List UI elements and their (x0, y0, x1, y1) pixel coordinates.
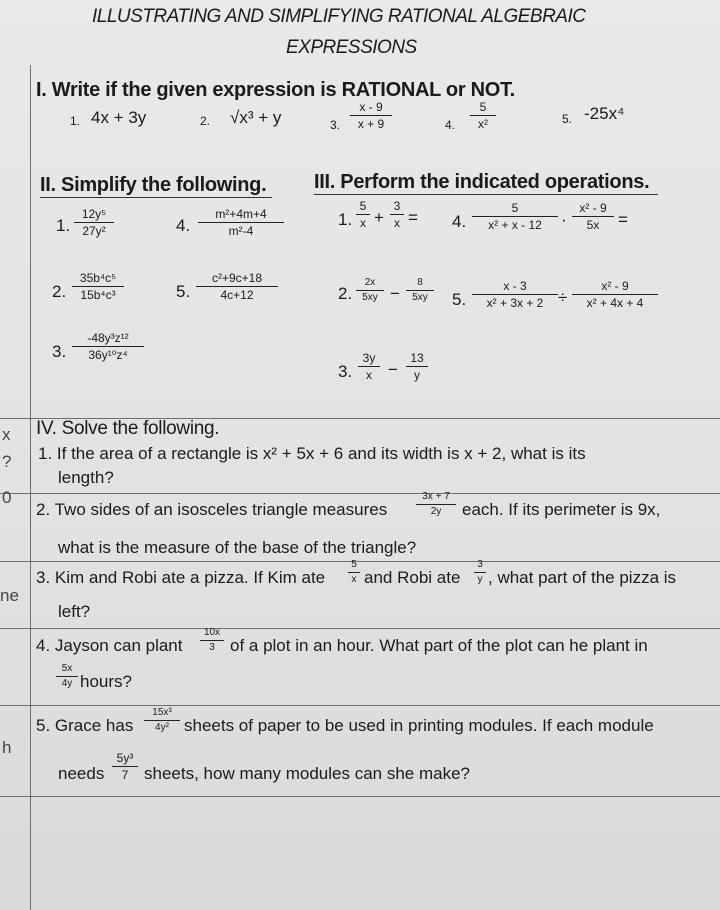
fraction (196, 272, 278, 301)
question-5-cont: sheets of paper to be used in printing modules. If each module (184, 716, 654, 735)
numerator: x² - 9 (579, 201, 607, 215)
fraction-bar (144, 720, 180, 721)
fraction (198, 208, 284, 237)
numerator: -48y³z¹² (87, 331, 129, 345)
question-5: 5. Grace has (36, 716, 134, 735)
fraction-bar (406, 366, 428, 367)
row-divider (0, 796, 720, 797)
numerator: 5x (61, 663, 73, 674)
fraction (56, 664, 78, 689)
numerator: 3y (362, 351, 376, 365)
item-number: 2. (200, 114, 211, 128)
numerator: 35b⁴c⁵ (79, 271, 117, 285)
denominator: 3 (209, 642, 215, 654)
fraction-bar (198, 222, 284, 223)
denominator: 5xy (412, 292, 428, 304)
denominator: x² + x - 12 (488, 218, 542, 233)
fraction-bar (196, 286, 278, 287)
denominator: x (366, 368, 372, 383)
expression: √x³ + y (230, 108, 282, 127)
fraction (112, 752, 138, 781)
fraction (474, 560, 486, 585)
operator: − (390, 284, 400, 303)
numerator: 13 (410, 351, 424, 365)
question-4-cont: of a plot in an hour. What part of the plot can he plant in (230, 636, 648, 655)
numerator: 3 (393, 199, 401, 213)
fraction-bar (470, 115, 496, 116)
denominator: 36y¹⁰z⁴ (88, 348, 128, 363)
page-title: ILLUSTRATING AND SIMPLIFYING RATIONAL ALGEBRAIC (92, 6, 586, 27)
fraction (72, 272, 124, 301)
item-number: 1. (56, 216, 71, 235)
row-divider (0, 628, 720, 629)
fraction (356, 278, 384, 303)
header-underline (40, 197, 272, 198)
denominator: m²-4 (228, 224, 254, 239)
fraction (572, 280, 658, 309)
fraction (74, 208, 114, 237)
numerator: 5y³ (116, 751, 134, 765)
question-3-cont2: , what part of the pizza is (488, 568, 677, 587)
item-number: 5. (452, 290, 467, 309)
numerator: x² - 9 (601, 279, 629, 293)
fraction (356, 200, 370, 229)
margin-char: ? (2, 452, 12, 471)
fraction-bar (72, 346, 144, 347)
left-border (30, 65, 31, 910)
fraction (406, 278, 434, 303)
numerator: 5 (479, 100, 487, 114)
fraction-bar (406, 290, 434, 291)
section3-header: III. Perform the indicated operations. (314, 171, 650, 193)
fraction-bar (356, 290, 384, 291)
operator: + (374, 208, 384, 227)
numerator: 12y⁵ (81, 207, 107, 221)
fraction (72, 332, 144, 361)
fraction-bar (474, 572, 486, 573)
question-2-line2: what is the measure of the base of the triangle? (58, 538, 417, 557)
expression: 4x + 3y (91, 108, 147, 127)
item-number: 5. (562, 112, 573, 126)
item-number: 2. (338, 284, 353, 303)
denominator: 2y (430, 506, 442, 518)
fraction-bar (472, 294, 558, 295)
header-underline (314, 194, 658, 195)
numerator: 5 (511, 201, 519, 215)
question-4-line2: hours? (80, 672, 132, 691)
denominator: 15b⁴c³ (80, 288, 116, 303)
expression: -25x⁴ (584, 104, 625, 123)
equals-sign: = (618, 210, 628, 229)
row-divider (0, 493, 720, 494)
fraction (144, 708, 180, 733)
question-1-cont: length? (58, 468, 114, 487)
numerator: m²+4m+4 (215, 207, 267, 221)
fraction-bar (112, 766, 138, 767)
fraction (472, 280, 558, 309)
item-number: 3. (52, 342, 67, 361)
fraction-bar (74, 222, 114, 223)
numerator: 5 (359, 199, 367, 213)
margin-char: h (2, 738, 12, 757)
question-5-line2: sheets, how many modules can she make? (144, 764, 471, 783)
row-divider (0, 561, 720, 562)
item-number: 2. (52, 282, 67, 301)
fraction (470, 101, 496, 130)
numerator: 3 (477, 559, 483, 570)
denominator: 5xy (362, 292, 378, 304)
question-2: 2. Two sides of an isosceles triangle measures (36, 500, 388, 519)
denominator: 7 (121, 768, 129, 783)
denominator: 27y² (82, 224, 106, 239)
denominator: x + 9 (357, 117, 385, 132)
denominator: x (360, 216, 366, 231)
numerator: 2x (364, 277, 376, 288)
question-4: 4. Jayson can plant (36, 636, 183, 655)
question-3: 3. Kim and Robi ate a pizza. If Kim ate (36, 568, 326, 587)
row-divider (0, 705, 720, 706)
fraction (350, 101, 392, 130)
equals-sign: = (408, 208, 418, 227)
margin-char: x (2, 425, 11, 444)
denominator: 4y² (155, 722, 169, 734)
denominator: x² (478, 117, 488, 132)
numerator: 5 (351, 559, 357, 570)
denominator: x² + 4x + 4 (586, 296, 644, 311)
fraction (472, 202, 558, 231)
denominator: 4y (61, 678, 73, 690)
numerator: x - 9 (359, 100, 383, 114)
denominator: x (351, 574, 357, 586)
item-number: 3. (330, 118, 341, 132)
item-number: 4. (445, 118, 456, 132)
fraction (416, 492, 456, 517)
item-number: 3. (338, 362, 353, 381)
denominator: y (414, 368, 420, 383)
numerator: 15x³ (152, 707, 172, 718)
denominator: 5x (586, 218, 600, 233)
item-number: 1. (70, 114, 81, 128)
margin-char: 0 (2, 488, 12, 507)
numerator: 3x + 7 (422, 491, 450, 502)
numerator: 10x (203, 627, 221, 638)
numerator: x - 3 (503, 279, 527, 293)
fraction-bar (356, 214, 370, 215)
operator: ÷ (558, 288, 568, 307)
fraction (200, 628, 224, 653)
fraction-bar (56, 676, 78, 677)
fraction (572, 202, 614, 231)
fraction-bar (200, 640, 224, 641)
denominator: y (477, 574, 483, 586)
item-number: 1. (338, 210, 353, 229)
page-title-line2: EXPRESSIONS (286, 37, 417, 58)
fraction-bar (358, 366, 380, 367)
question-5-needs: needs (58, 764, 105, 783)
margin-char: ne (0, 586, 19, 605)
question-3-line2: left? (58, 602, 91, 621)
question-2-cont: each. If its perimeter is 9x, (462, 500, 661, 519)
fraction-bar (472, 216, 558, 217)
section4-header: IV. Solve the following. (36, 418, 220, 439)
section2-header: II. Simplify the following. (40, 174, 267, 196)
fraction-bar (572, 216, 614, 217)
denominator: x² + 3x + 2 (486, 296, 544, 311)
operator: · (561, 210, 567, 229)
item-number: 4. (452, 212, 467, 231)
numerator: c²+9c+18 (211, 271, 263, 285)
item-number: 5. (176, 282, 191, 301)
item-number: 4. (176, 216, 191, 235)
fraction-bar (572, 294, 658, 295)
fraction (358, 352, 380, 381)
question-3-cont: and Robi ate (364, 568, 461, 587)
fraction-bar (416, 504, 456, 505)
denominator: x (394, 216, 400, 231)
section1-header: I. Write if the given expression is RATIONAL or NOT. (36, 79, 515, 101)
fraction-bar (72, 286, 124, 287)
numerator: 8 (417, 277, 423, 288)
fraction-bar (350, 115, 392, 116)
fraction (406, 352, 428, 381)
fraction-bar (390, 214, 404, 215)
operator: − (388, 360, 398, 379)
question-1: 1. If the area of a rectangle is x² + 5x + 6 and its width is x + 2, what is its (38, 444, 586, 463)
fraction-bar (348, 572, 360, 573)
fraction (390, 200, 404, 229)
fraction (348, 560, 360, 585)
denominator: 4c+12 (220, 288, 254, 303)
